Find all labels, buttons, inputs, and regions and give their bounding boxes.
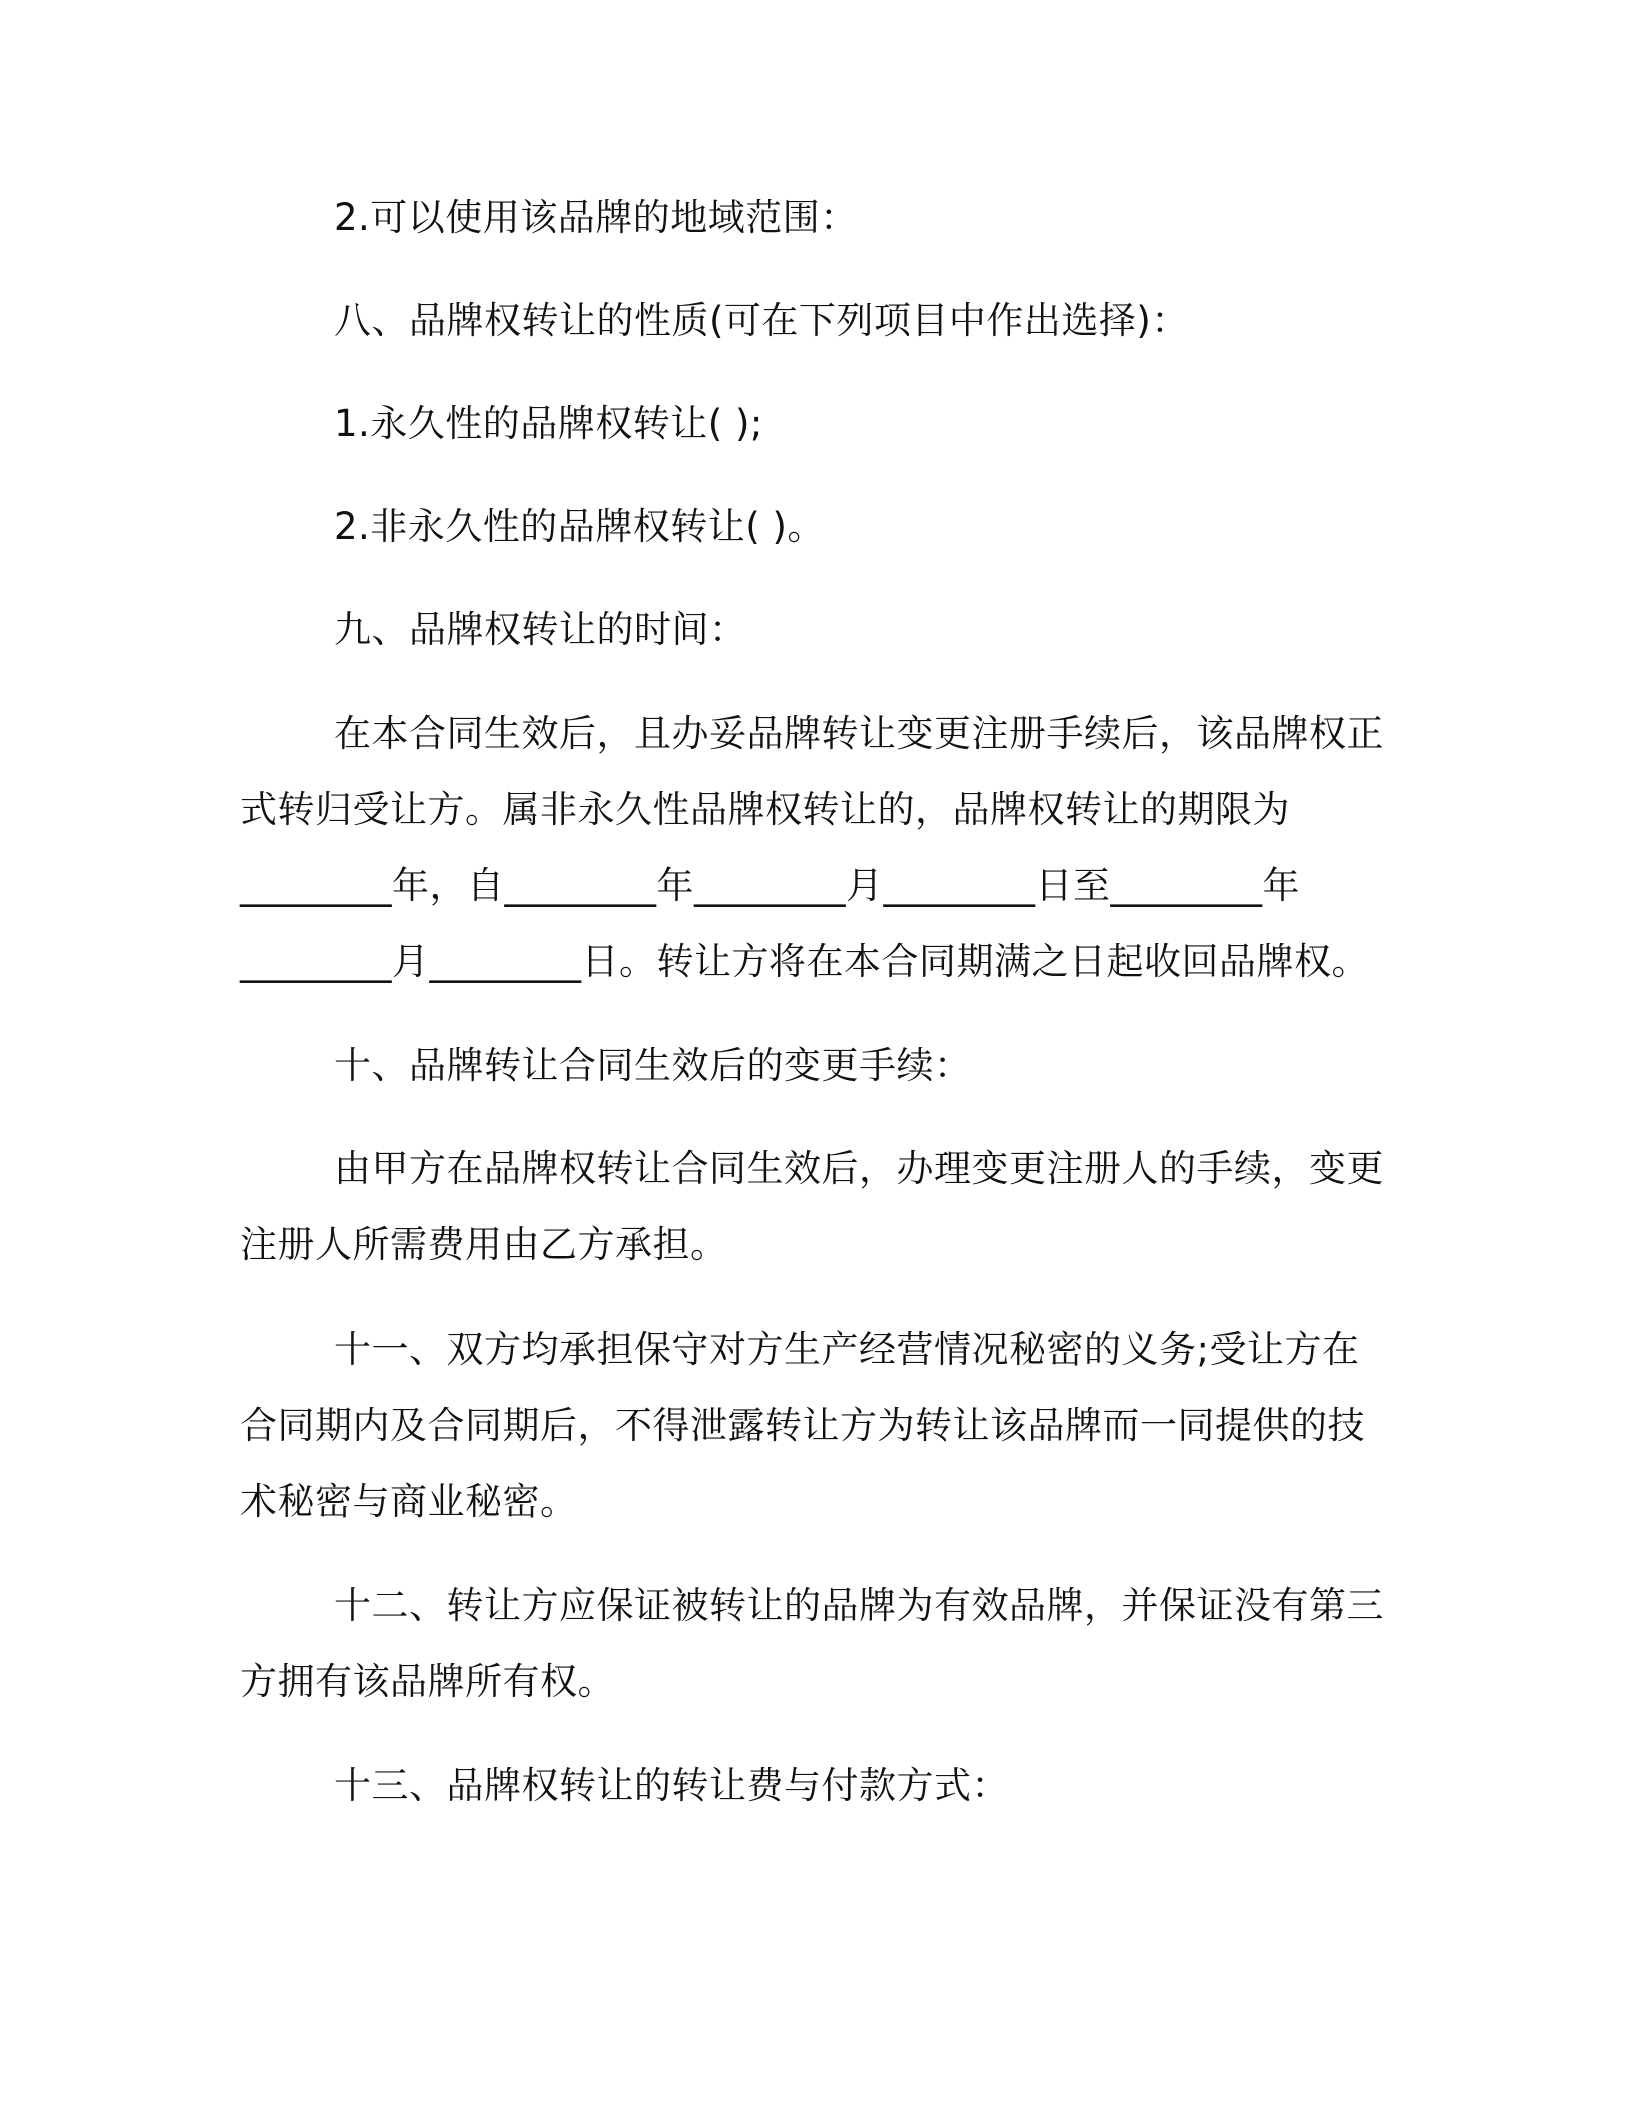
clause-8-option-1: 1.永久性的品牌权转让( ); — [334, 402, 763, 445]
clause-12-text-line-2: 方拥有该品牌所有权。 — [240, 1660, 615, 1703]
clause-11-text-line-1: 十一、双方均承担保守对方生产经营情况秘密的义务;受让方在 — [334, 1328, 1360, 1371]
clause-13-heading: 十三、品牌权转让的转让费与付款方式： — [334, 1764, 1009, 1807]
clause-9-text-line-3: ________年，自________年________月________日至________年 — [240, 864, 1300, 907]
clause-9-heading: 九、品牌权转让的时间： — [334, 608, 747, 651]
clause-8-heading: 八、品牌权转让的性质(可在下列项目中作出选择)： — [334, 299, 1189, 342]
clause-9-text-line-1: 在本合同生效后，且办妥品牌转让变更注册手续后，该品牌权正 — [334, 712, 1384, 755]
clause-12-text-line-1: 十二、转让方应保证被转让的品牌为有效品牌，并保证没有第三 — [334, 1584, 1384, 1627]
clause-8-option-2: 2.非永久性的品牌权转让( )。 — [334, 505, 825, 548]
clause-9-text-line-4: ________月________日。转让方将在本合同期满之日起收回品牌权。 — [240, 940, 1369, 983]
clause-10-heading: 十、品牌转让合同生效后的变更手续： — [334, 1044, 972, 1087]
clause-10-text-line-2: 注册人所需费用由乙方承担。 — [240, 1223, 728, 1266]
clause-7-item-2: 2.可以使用该品牌的地域范围： — [334, 196, 858, 239]
clause-11-text-line-2: 合同期内及合同期后，不得泄露转让方为转让该品牌而一同提供的技 — [240, 1404, 1365, 1447]
clause-10-text-line-1: 由甲方在品牌权转让合同生效后，办理变更注册人的手续，变更 — [334, 1147, 1384, 1190]
clause-9-text-line-2: 式转归受让方。属非永久性品牌权转让的，品牌权转让的期限为 — [240, 788, 1290, 831]
clause-11-text-line-3: 术秘密与商业秘密。 — [240, 1480, 578, 1523]
